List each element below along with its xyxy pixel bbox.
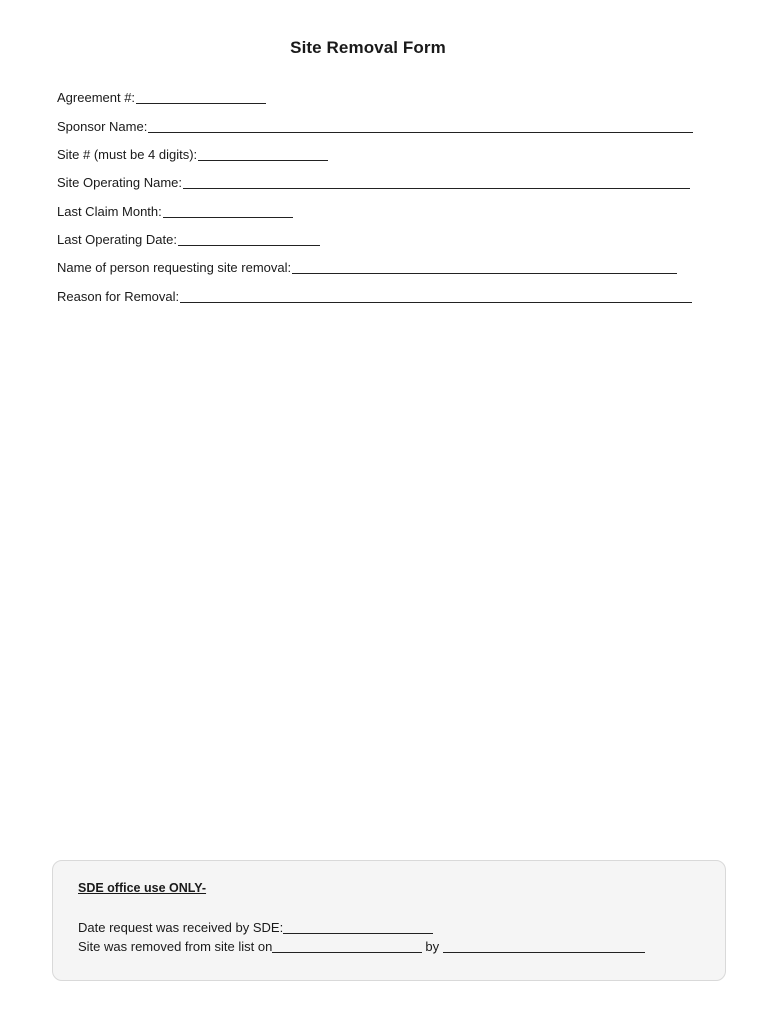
removal-reason-label: Reason for Removal:	[57, 289, 180, 304]
site-number-input-line[interactable]	[198, 146, 328, 161]
sponsor-name-field	[57, 117, 693, 135]
office-use-heading: SDE office use ONLY-	[78, 881, 207, 895]
removed-date-line	[78, 937, 645, 955]
received-date-line	[78, 918, 433, 936]
removed-date-label: Site was removed from site list on	[78, 939, 273, 954]
requester-name-field	[57, 258, 677, 276]
site-operating-name-label: Site Operating Name:	[57, 175, 183, 190]
agreement-number-label: Agreement #:	[57, 90, 136, 105]
last-claim-month-input-line[interactable]	[163, 203, 293, 218]
site-number-field	[57, 145, 328, 163]
removal-reason-input-line[interactable]	[180, 288, 692, 303]
removed-by-label: by	[425, 939, 440, 954]
last-operating-date-label: Last Operating Date:	[57, 232, 177, 247]
last-operating-date-field	[57, 230, 320, 248]
received-date-label: Date request was received by SDE:	[78, 920, 284, 935]
last-claim-month-label: Last Claim Month:	[57, 204, 162, 219]
page-title: Site Removal Form	[290, 38, 446, 57]
requester-name-input-line[interactable]	[292, 259, 677, 274]
agreement-number-input-line[interactable]	[136, 89, 266, 104]
last-claim-month-field	[57, 202, 293, 220]
site-number-label: Site # (must be 4 digits):	[57, 147, 198, 162]
requester-name-label: Name of person requesting site removal:	[57, 260, 292, 275]
sponsor-name-label: Sponsor Name:	[57, 119, 148, 134]
received-date-input-line[interactable]	[283, 919, 433, 934]
removed-by-input-line[interactable]	[443, 938, 645, 953]
removal-reason-field	[57, 287, 692, 305]
site-operating-name-input-line[interactable]	[183, 174, 690, 189]
sde-office-use-box	[52, 860, 726, 981]
agreement-number-field	[57, 88, 266, 106]
sponsor-name-input-line[interactable]	[148, 118, 693, 133]
last-operating-date-input-line[interactable]	[178, 231, 320, 246]
removed-date-input-line[interactable]	[272, 938, 422, 953]
site-operating-name-field	[57, 173, 690, 191]
